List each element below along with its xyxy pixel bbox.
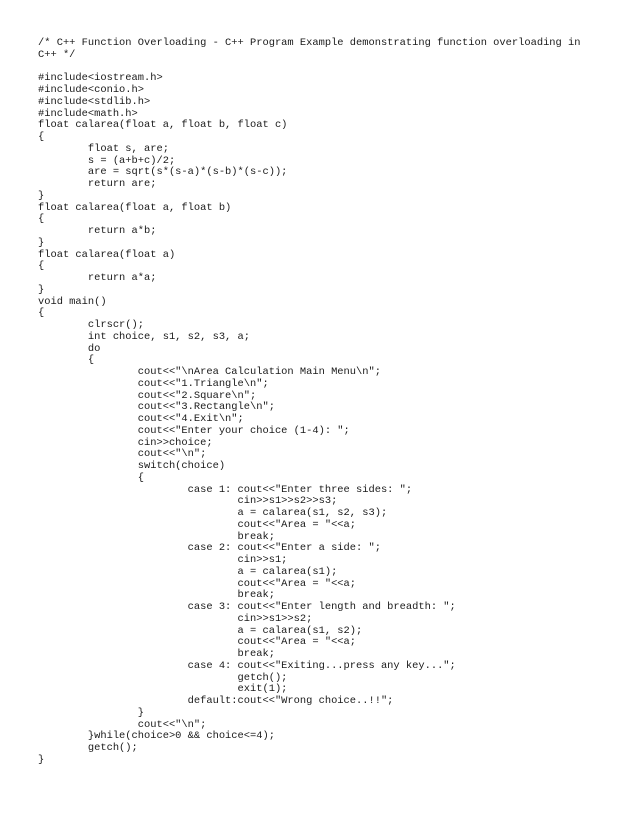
code-line: case 1: cout<<"Enter three sides: "; xyxy=(38,483,413,496)
code-line: #include<iostream.h> xyxy=(38,72,163,85)
code-line: { xyxy=(38,471,145,484)
code-line: float calarea(float a, float b) xyxy=(38,201,232,214)
code-line: float s, are; xyxy=(38,142,169,155)
code-line: cout<<"\n"; xyxy=(38,718,207,731)
code-line: case 2: cout<<"Enter a side: "; xyxy=(38,542,381,555)
code-line: are = sqrt(s*(s-a)*(s-b)*(s-c)); xyxy=(38,166,288,179)
code-line: cout<<"\n"; xyxy=(38,448,207,461)
code-line: cout<<"4.Exit\n"; xyxy=(38,413,244,425)
code-line: float calarea(float a, float b, float c) xyxy=(38,119,288,132)
code-line: float calarea(float a) xyxy=(38,248,176,261)
code-line: } xyxy=(38,283,45,296)
code-line: default:cout<<"Wrong choice..!!"; xyxy=(38,695,394,707)
code-line: int choice, s1, s2, s3, a; xyxy=(38,330,251,343)
code-line: cin>>choice; xyxy=(38,436,213,449)
code-line: break; xyxy=(38,530,275,543)
code-line: switch(choice) xyxy=(38,460,226,472)
code-line: { xyxy=(38,260,45,273)
code-line: cout<<"Area = "<<a; xyxy=(38,518,357,531)
code-line: clrscr(); xyxy=(38,319,145,331)
code-line: case 4: cout<<"Exiting...press any key..."; xyxy=(38,659,456,672)
code-line: cin>>s1>>s2; xyxy=(38,612,313,625)
code-line: cout<<"3.Rectangle\n"; xyxy=(38,401,275,414)
code-line: return are; xyxy=(38,178,157,190)
code-line: cout<<"Area = "<<a; xyxy=(38,577,357,590)
code-line: cout<<"Enter your choice (1-4): "; xyxy=(38,424,350,437)
code-line: cin>>s1>>s2>>s3; xyxy=(38,495,338,508)
code-line: /* C++ Function Overloading - C++ Program Example demonstrating function overloading in xyxy=(38,37,581,49)
code-line: cout<<"Area = "<<a; xyxy=(38,636,357,649)
code-line: C++ */ xyxy=(38,48,76,61)
code-line: s = (a+b+c)/2; xyxy=(38,154,176,167)
code-line: a = calarea(s1, s2); xyxy=(38,624,363,637)
code-line: case 3: cout<<"Enter length and breadth: "; xyxy=(38,601,456,613)
code-line: break; xyxy=(38,648,275,660)
code-line: } xyxy=(38,236,45,249)
code-line: #include<conio.h> xyxy=(38,84,145,96)
code-line: getch(); xyxy=(38,742,138,754)
code-line: return a*a; xyxy=(38,272,157,284)
code-listing xyxy=(38,38,608,767)
code-line: } xyxy=(38,189,45,202)
code-line: cin>>s1; xyxy=(38,554,288,566)
code-line: #include<math.h> xyxy=(38,107,138,120)
code-line: } xyxy=(38,706,145,719)
code-line: return a*b; xyxy=(38,225,157,237)
code-line: { xyxy=(38,354,95,367)
code-line: getch(); xyxy=(38,671,288,684)
code-line: exit(1); xyxy=(38,683,288,696)
code-line: cout<<"2.Square\n"; xyxy=(38,389,257,402)
code-line: cout<<"1.Triangle\n"; xyxy=(38,377,269,390)
code-line: { xyxy=(38,213,45,226)
code-line: a = calarea(s1); xyxy=(38,565,338,578)
code-line: { xyxy=(38,307,45,320)
code-line: cout<<"\nArea Calculation Main Menu\n"; xyxy=(38,366,381,378)
code-line: a = calarea(s1, s2, s3); xyxy=(38,507,388,519)
code-line: { xyxy=(38,131,45,143)
code-line: }while(choice>0 && choice<=4); xyxy=(38,730,275,743)
code-line: void main() xyxy=(38,295,107,308)
code-line: do xyxy=(38,342,101,355)
code-line: break; xyxy=(38,589,275,602)
code-line: #include<stdlib.h> xyxy=(38,95,151,108)
code-line: } xyxy=(38,753,45,766)
